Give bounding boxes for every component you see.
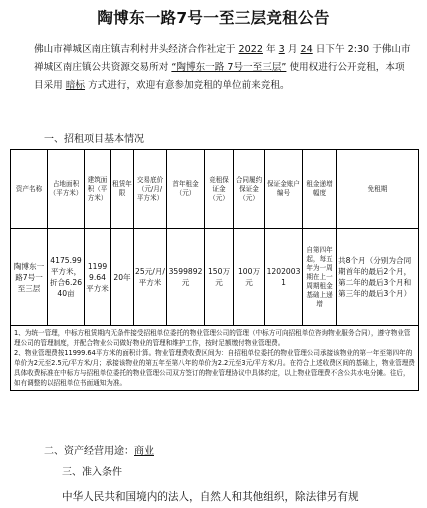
cell-building-area: 11999.64平方米 [85,229,111,326]
header-lease-term: 租赁年限 [111,150,134,229]
header-performance-deposit: 合同履约保证金（元） [234,150,265,229]
section-1-heading: 一、招租项目基本情况 [44,134,144,145]
table-notes-row [11,326,419,391]
section-2-value: 商业 [134,446,154,457]
header-deposit-account: 保证金账户编号 [265,150,303,229]
page-title: 陶博东一路7号一至三层竞租公告 [97,9,330,27]
intro-text-6: 方式进行，欢迎有意参加竞租的单位前来竞租。 [88,80,290,91]
cell-deposit-account: 12020031 [265,229,303,326]
section-2-heading [44,445,154,459]
header-rent-increase: 租金递增幅度 [303,150,337,229]
header-land-area: 占地面积（平方米） [48,150,85,229]
header-rent-free-period: 免租期 [337,150,419,229]
cell-performance-deposit: 100万元 [234,229,265,326]
header-building-area: 建筑面积（平方米） [85,150,111,229]
cell-asset-name: 陶博东一路7号一至三层 [11,229,48,326]
header-asset-name: 资产名称 [11,150,48,229]
note-item: 2、物业管理费按11999.64平方米的面积计算。物业管理费收费区间为：自招租单位委托的物业管理公司承接该物业的第一年至第四年的单价为2元至2.5元/平方米/月；承接该物业的第五年至第八年的单价为2.2元至3元/平方米/月。在符合上述收费区间的基础上，物业管理费具体收费标准在中标方与招租单位委托的物业管理公司双方签订的物业管理协议中具体约定，以上物业管理费不含公共水电分摊。往后，如有调整的以招租单位书面通知为准。 [14,349,415,387]
intro-project-name: “陶博东一路 7号一至三层” [171,62,287,73]
section-2-label: 二、资产经营用途： [44,446,134,457]
section-3-heading: 三、准入条件 [62,467,122,478]
intro-year: 2022 [238,44,263,55]
cell-base-price: 25元/月/平方米 [134,229,167,326]
table-notes [11,326,419,391]
cell-rent-increase: 自第四年起，每五年为一周期在上一周期租金基础上递增 [303,229,337,326]
header-bid-deposit: 竞租保证金（元） [205,150,234,229]
cell-first-year-rent: 3599892元 [167,229,205,326]
intro-method: 暗标 [65,80,86,91]
note-item: 1、为统一管理，中标方租赁期内无条件接受招租单位委托的物业管理公司的管理（中标方可向招租单位咨询物业服务合同），遵守物业管理公司的管理制度，并配合物业公司做好物业的管理和维护工作，按时足额缴付物业管理费。 [14,329,411,347]
intro-text-3: 月 [287,44,298,55]
cell-lease-term: 20年 [111,229,134,326]
cell-rent-free-period: 共8个月（分别为合同期首年的最后2个月，第二年的最后3个月和第三年的最后3个月） [337,229,419,326]
eligibility-text: 中华人民共和国境内的法人，自然人和其他组织，除法律另有规 [62,491,359,503]
table-header-row [11,150,419,229]
intro-text-1: 佛山市禅城区南庄镇吉利村井头经济合作社定于 [34,44,236,55]
tender-info-table [10,149,419,391]
intro-month: 3 [278,44,285,55]
announcement-intro [34,41,414,95]
header-base-price: 交易底价（元/月/平方米） [134,150,167,229]
table-row [11,229,419,326]
cell-land-area: 4175.99平方米，折合6.2640亩 [48,229,85,326]
intro-text-2: 年 [266,44,276,55]
intro-day: 24 [300,44,313,55]
cell-bid-deposit: 150万元 [205,229,234,326]
intro-text-4: 日下午 2:30 于佛山市禅城区南庄镇公共资源交易所对 [34,44,411,73]
intro-text-5: 使用权进行公开竞租，本项目采用 [34,62,405,91]
header-first-year-rent: 首年租金（元） [167,150,205,229]
